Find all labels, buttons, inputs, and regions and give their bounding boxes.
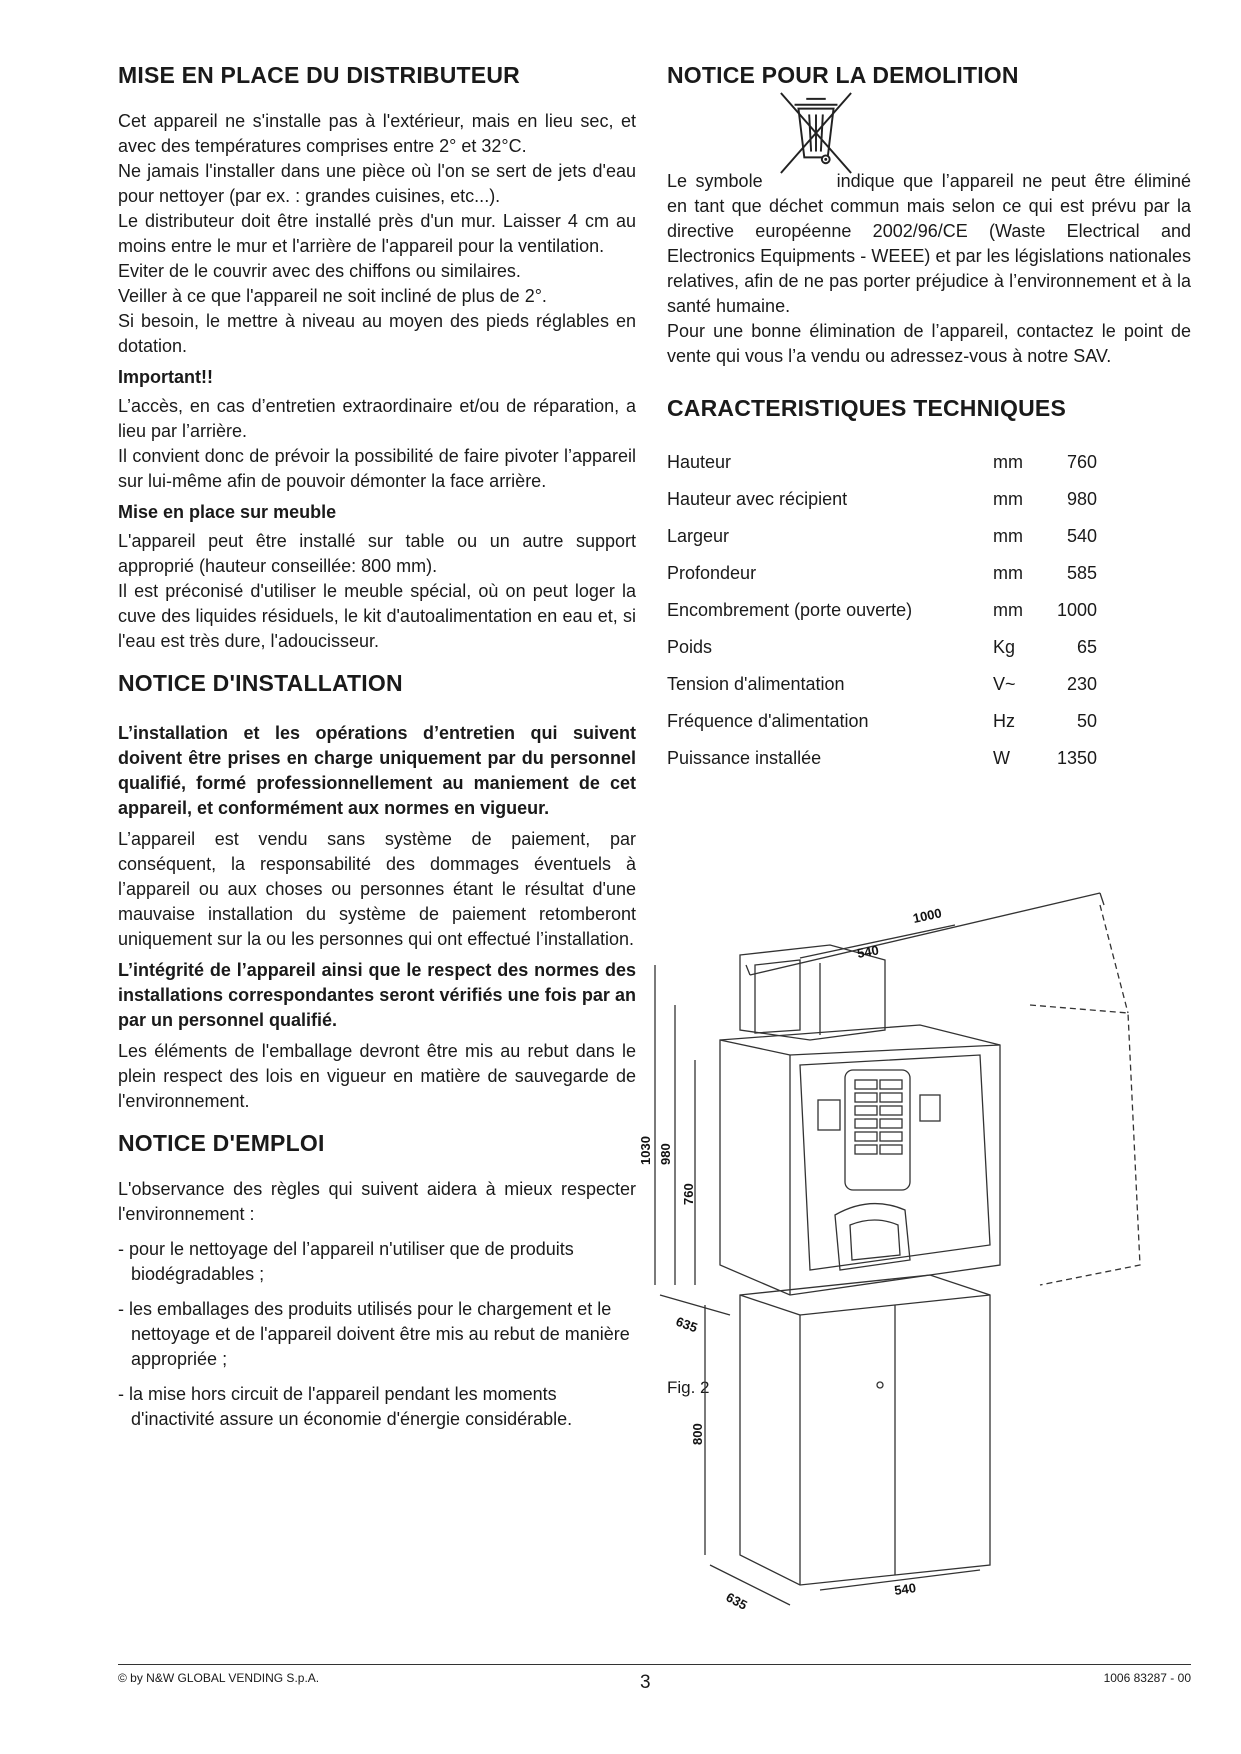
dim-635-bottom: 635 — [723, 1589, 750, 1613]
dim-800: 800 — [690, 1423, 705, 1445]
list-item: - les emballages des produits utilisés pour le chargement et le nettoyage et de l'appareil doivent être mis au rebut de manière appropriée ; — [118, 1297, 636, 1372]
paragraph: Il est préconisé d'utiliser le meuble spécial, où on peut loger la cuve des liquides résiduels, le kit d'autoalimentation en eau et, si l'eau est très dure, l'adoucisseur. — [118, 581, 636, 651]
spec-label: Fréquence d'alimentation — [667, 711, 869, 731]
spec-value: 65 — [1076, 637, 1097, 657]
spec-value: 230 — [1066, 674, 1097, 694]
bold-paragraph: L’installation et les opérations d’entretien qui suivent doivent être prises en charge uniquement par du personnel qualifié, formé professionnellement au maniement de cet appareil, et conformément aux normes en vigueur. — [118, 723, 636, 818]
section-title: NOTICE D'EMPLOI — [118, 1130, 325, 1156]
spec-row — [667, 518, 1097, 555]
dim-760: 760 — [681, 1183, 696, 1205]
spec-unit: mm — [993, 489, 1023, 509]
section-demolition — [667, 62, 1191, 369]
section-title: NOTICE POUR LA DEMOLITION — [667, 62, 1019, 88]
list-item: - la mise hors circuit de l'appareil pendant les moments d'inactivité assure un économie d'énergie considérable. — [118, 1382, 636, 1432]
crossed-bin-icon — [777, 91, 855, 175]
spec-label: Poids — [667, 637, 713, 657]
spec-label: Profondeur — [667, 563, 757, 583]
dim-540-bottom: 540 — [893, 1580, 917, 1598]
paragraph: L’appareil est vendu sans système de paiement, par conséquent, la responsabilité des dommages éventuels à l’appareil ou aux choses ou personnes étant le résultat d'une mauvaise installation du système de paiement retomberont uniquement sur la ou les personnes qui ont effectué l’installation. — [118, 829, 636, 949]
spec-value: 980 — [1066, 489, 1097, 509]
section-title: MISE EN PLACE DU DISTRIBUTEUR — [118, 62, 520, 88]
figure-label: Fig. 2 — [667, 1378, 710, 1397]
specs-table — [667, 444, 1097, 777]
section-installation — [118, 670, 636, 1114]
spec-unit: mm — [993, 452, 1023, 472]
spec-value: 585 — [1066, 563, 1097, 583]
bullet-list — [118, 1237, 636, 1432]
spec-row — [667, 703, 1097, 740]
paragraph: Il convient donc de prévoir la possibilité de faire pivoter l’appareil sur lui-même afin de pouvoir démonter la face arrière. — [118, 446, 636, 491]
section-specs — [667, 395, 1191, 777]
spec-label: Largeur — [667, 526, 730, 546]
spec-label: Hauteur avec récipient — [667, 489, 848, 509]
spec-unit: W — [993, 748, 1010, 768]
spec-label: Tension d'alimentation — [667, 674, 845, 694]
paragraph: Les éléments de l'emballage devront être mis au rebut dans le plein respect des lois en vigueur en matière de sauvegarde de l'environnement. — [118, 1041, 636, 1111]
dim-980: 980 — [658, 1143, 673, 1165]
paragraph: Si besoin, le mettre à niveau au moyen des pieds réglables en dotation. — [118, 311, 636, 356]
right-column — [667, 62, 1191, 793]
dim-540-top: 540 — [855, 942, 880, 961]
footer-copyright: © by N&W GLOBAL VENDING S.p.A. — [118, 1671, 320, 1685]
document-code: 1006 83287 - 00 — [1103, 1671, 1191, 1685]
paragraph: Ne jamais l'installer dans une pièce où l'on se sert de jets d'eau pour nettoyer (par ex. : grandes cuisines, etc...). — [118, 161, 636, 206]
dim-1030: 1030 — [638, 1136, 653, 1165]
list-item: - pour le nettoyage del l’appareil n'utiliser que de produits biodégradables ; — [118, 1237, 636, 1287]
spec-unit: V~ — [993, 674, 1016, 694]
dim-1000: 1000 — [911, 905, 943, 926]
spec-value: 1350 — [1056, 748, 1097, 768]
paragraph: Cet appareil ne s'installe pas à l'extérieur, mais en lieu sec, et avec des températures comprises entre 2° et 32°C. — [118, 111, 636, 156]
spec-value: 540 — [1066, 526, 1097, 546]
spec-row — [667, 666, 1097, 703]
machine-dimension-drawing — [638, 865, 1180, 1613]
section-emploi — [118, 1130, 636, 1432]
symbole-text: indique que l’appareil ne peut être éliminé en tant que déchet commun mais selon ce qui est prévu par la directive européenne 2002/96/CE (Waste Electrical and Electronics Equipments - WEEE) et par les législations nationales relatives, afin de ne pas porter préjudice à l’environnement et à la santé humaine. — [667, 171, 1191, 316]
paragraph: Pour une bonne élimination de l’appareil, contactez le point de vente qui vous l’a vendu ou adressez-vous à notre SAV. — [667, 321, 1191, 366]
page-number: 3 — [640, 1672, 651, 1693]
spec-value: 50 — [1076, 711, 1097, 731]
paragraph — [667, 169, 1191, 319]
section-title: NOTICE D'INSTALLATION — [118, 670, 403, 696]
dim-635-top: 635 — [673, 1313, 700, 1336]
spec-row — [667, 481, 1097, 518]
spec-unit: Hz — [993, 711, 1015, 731]
paragraph: Eviter de le couvrir avec des chiffons ou similaires. — [118, 261, 521, 281]
spec-unit: Kg — [993, 637, 1016, 657]
paragraph: L'observance des règles qui suivent aidera à mieux respecter l'environnement : — [118, 1179, 636, 1224]
spec-row — [667, 555, 1097, 592]
weee-symbol-area — [667, 91, 1191, 169]
subheading-important: Important!! — [118, 367, 213, 387]
spec-label: Puissance installée — [667, 748, 822, 768]
section-mise-en-place — [118, 62, 636, 654]
spec-row — [667, 740, 1097, 777]
spec-unit: mm — [993, 526, 1023, 546]
paragraph: Le distributeur doit être installé près d'un mur. Laisser 4 cm au moins entre le mur et l'arrière de l'appareil pour la ventilation. — [118, 211, 636, 256]
spec-value: 760 — [1066, 452, 1097, 472]
symbole-label: Le symbole — [667, 171, 763, 191]
footer-divider — [118, 1664, 1191, 1665]
spec-row — [667, 592, 1097, 629]
spec-row — [667, 444, 1097, 481]
subheading-meuble: Mise en place sur meuble — [118, 502, 337, 522]
spec-unit: mm — [993, 600, 1023, 620]
bold-paragraph: L’intégrité de l’appareil ainsi que le respect des normes des installations correspondantes seront vérifiés une fois par an par un personnel qualifié. — [118, 960, 636, 1030]
paragraph: L'appareil peut être installé sur table ou un autre support approprié (hauteur conseillée: 800 mm). — [118, 531, 636, 576]
paragraph: Veiller à ce que l'appareil ne soit incliné de plus de 2°. — [118, 286, 547, 306]
spec-value: 1000 — [1056, 600, 1097, 620]
section-title: CARACTERISTIQUES TECHNIQUES — [667, 395, 1066, 421]
paragraph: L’accès, en cas d’entretien extraordinaire et/ou de réparation, a lieu par l’arrière. — [118, 396, 636, 441]
spec-row — [667, 629, 1097, 666]
spec-label: Encombrement (porte ouverte) — [667, 600, 913, 620]
left-column — [118, 62, 636, 1448]
spec-unit: mm — [993, 563, 1023, 583]
spec-label: Hauteur — [667, 452, 732, 472]
